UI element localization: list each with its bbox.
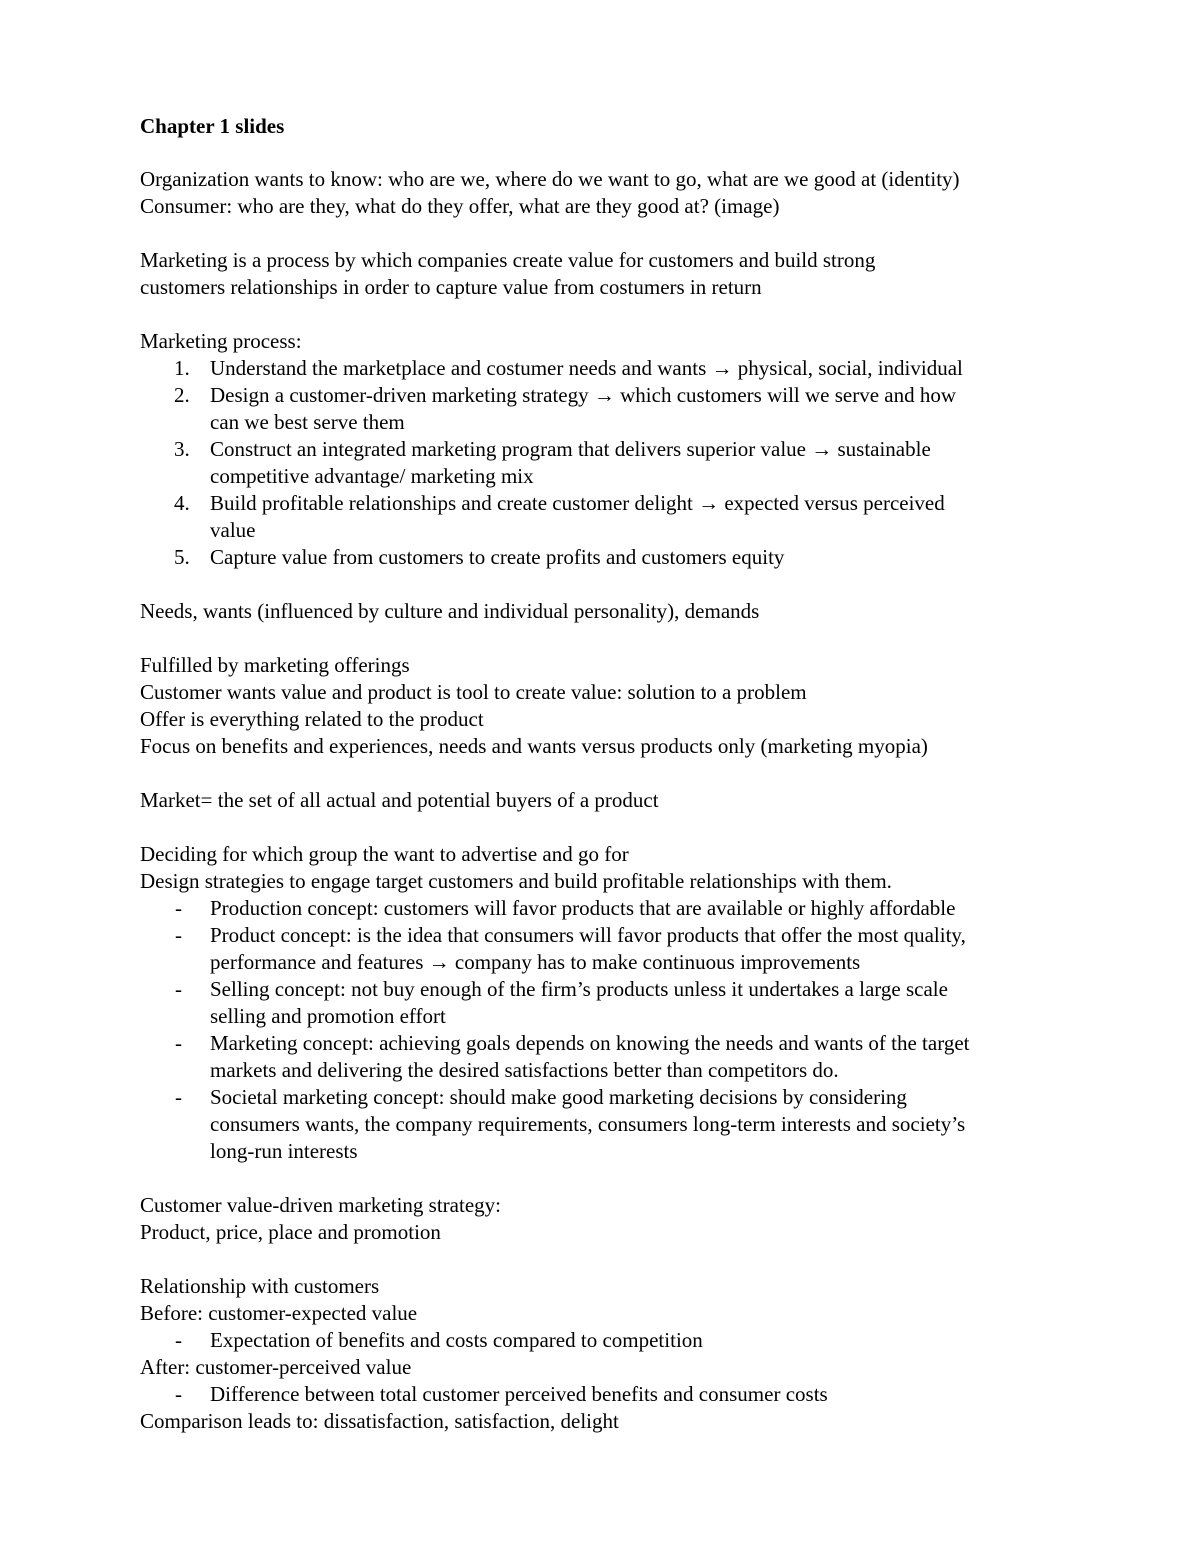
process-list — [140, 355, 1080, 571]
list-item-text: performance and features → company has to make continuous improvements — [210, 950, 861, 974]
list-item — [140, 976, 1080, 1030]
list-item — [140, 1327, 1080, 1354]
process-heading: Marketing process: — [140, 329, 302, 353]
before-line: Before: customer-expected value — [140, 1301, 418, 1325]
offerings-line-3: Offer is everything related to the product — [140, 707, 484, 731]
paragraph-gap — [140, 814, 1080, 841]
intro-line-1: Organization wants to know: who are we, where do we want to go, what are we good at (identity) — [140, 167, 960, 191]
needs-line: Needs, wants (influenced by culture and individual personality), demands — [140, 599, 760, 623]
list-dash: - — [175, 1031, 182, 1055]
list-item — [140, 544, 1080, 571]
after-line: After: customer-perceived value — [140, 1355, 412, 1379]
offerings-line-2: Customer wants value and product is tool to create value: solution to a problem — [140, 680, 807, 704]
list-dash: - — [175, 923, 182, 947]
paragraph-gap — [140, 1165, 1080, 1192]
list-dash: - — [175, 977, 182, 1001]
list-item-text: Marketing concept: achieving goals depends on knowing the needs and wants of the target — [210, 1031, 970, 1055]
list-item-text: Difference between total customer perceived benefits and consumer costs — [210, 1382, 828, 1406]
list-number: 4. — [174, 491, 190, 515]
list-item-text: Product concept: is the idea that consumers will favor products that offer the most quality, — [210, 923, 966, 947]
list-item-text: selling and promotion effort — [210, 1004, 446, 1028]
list-dash: - — [175, 1382, 182, 1406]
document-page — [140, 112, 1080, 1435]
list-item-text: Capture value from customers to create profits and customers equity — [210, 545, 785, 569]
comparison-line: Comparison leads to: dissatisfaction, satisfaction, delight — [140, 1409, 619, 1433]
list-item — [140, 436, 1080, 490]
concepts-list — [140, 895, 1080, 1165]
deciding-line-2: Design strategies to engage target customers and build profitable relationships with them. — [140, 869, 892, 893]
relationship-heading: Relationship with customers — [140, 1274, 380, 1298]
list-item — [140, 895, 1080, 922]
offerings-line-1: Fulfilled by marketing offerings — [140, 653, 410, 677]
list-item-text: Expectation of benefits and costs compared to competition — [210, 1328, 703, 1352]
list-item-text: can we best serve them — [210, 410, 405, 434]
list-item-text: Production concept: customers will favor products that are available or highly affordable — [210, 896, 956, 920]
list-number: 1. — [174, 356, 190, 380]
list-dash: - — [175, 896, 182, 920]
list-item-text: long-run interests — [210, 1139, 358, 1163]
market-line: Market= the set of all actual and potential buyers of a product — [140, 788, 659, 812]
list-item — [140, 1084, 1080, 1165]
intro-line-2: Consumer: who are they, what do they offer, what are they good at? (image) — [140, 194, 780, 218]
paragraph-gap — [140, 625, 1080, 652]
paragraph-gap — [140, 220, 1080, 247]
list-item — [140, 355, 1080, 382]
strategy-line-2: Product, price, place and promotion — [140, 1220, 441, 1244]
list-item-text: Societal marketing concept: should make good marketing decisions by considering — [210, 1085, 907, 1109]
list-item-text: competitive advantage/ marketing mix — [210, 464, 534, 488]
definition-line-1: Marketing is a process by which companies create value for customers and build strong — [140, 248, 876, 272]
list-item-text: consumers wants, the company requirements, consumers long-term interests and society’s — [210, 1112, 966, 1136]
paragraph-gap — [140, 301, 1080, 328]
list-item-text: Build profitable relationships and create customer delight → expected versus perceived — [210, 491, 945, 515]
list-item — [140, 1030, 1080, 1084]
list-item-text: markets and delivering the desired satisfactions better than competitors do. — [210, 1058, 839, 1082]
deciding-line-1: Deciding for which group the want to advertise and go for — [140, 842, 629, 866]
list-item-text: Understand the marketplace and costumer needs and wants → physical, social, individual — [210, 356, 963, 380]
list-number: 5. — [174, 545, 190, 569]
document-title: Chapter 1 slides — [140, 114, 285, 138]
paragraph-gap — [140, 571, 1080, 598]
list-dash: - — [175, 1328, 182, 1352]
list-item — [140, 1381, 1080, 1408]
strategy-line-1: Customer value-driven marketing strategy: — [140, 1193, 501, 1217]
list-item-text: Construct an integrated marketing program that delivers superior value → sustainable — [210, 437, 931, 461]
list-item-text: value — [210, 518, 256, 542]
offerings-line-4: Focus on benefits and experiences, needs and wants versus products only (marketing myopia) — [140, 734, 928, 758]
list-item-text: Selling concept: not buy enough of the firm’s products unless it undertakes a large scale — [210, 977, 948, 1001]
list-number: 3. — [174, 437, 190, 461]
definition-line-2: customers relationships in order to capture value from costumers in return — [140, 275, 762, 299]
list-item-text: Design a customer-driven marketing strategy → which customers will we serve and how — [210, 383, 957, 407]
list-number: 2. — [174, 383, 190, 407]
list-dash: - — [175, 1085, 182, 1109]
paragraph-gap — [140, 1246, 1080, 1273]
paragraph-gap — [140, 760, 1080, 787]
list-item — [140, 382, 1080, 436]
list-item — [140, 922, 1080, 976]
list-item — [140, 490, 1080, 544]
